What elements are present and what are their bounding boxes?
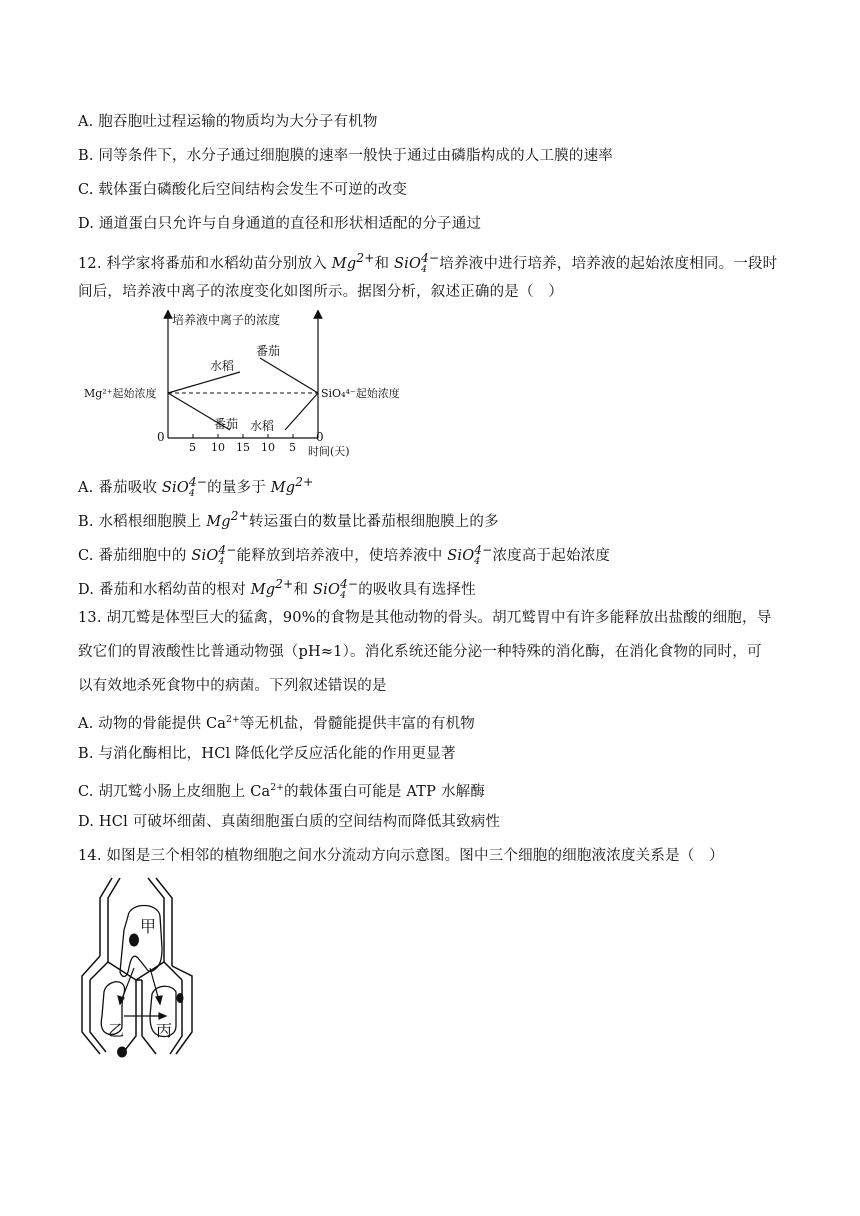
- zero-right: 0: [316, 430, 324, 444]
- tick-label: 10: [211, 441, 225, 454]
- q12-option-d: D. 番茄和水稻幼苗的根对 $Mg^{2+}$和 SiO$_4^{4-}$的吸收具有选择性: [78, 577, 476, 601]
- ion-mg: $Mg^{2+}$: [331, 251, 375, 272]
- q14-stem: 14. 如图是三个相邻的植物细胞之间水分流动方向示意图。图中三个细胞的细胞液浓度关系是（ ）: [78, 848, 724, 864]
- rice-mg-line: [168, 372, 240, 393]
- q13-stem-line3: 以有效地杀死食物中的病菌。下列叙述错误的是: [78, 678, 387, 694]
- q13-option-c: C. 胡兀鹫小肠上皮细胞上 $Ca^{2+}$的载体蛋白可能是 ATP 水解酶: [78, 783, 486, 800]
- q11-option-c: C. 载体蛋白磷酸化后空间结构会发生不可逆的改变: [78, 182, 408, 198]
- q13-stem-line1: 13. 胡兀鹫是体型巨大的猛禽，90%的食物是其他动物的骨头。胡兀鹫胃中有许多能释放出盐酸的细胞，导: [78, 610, 772, 626]
- left-start-label: Mg²⁺起始浓度: [84, 387, 157, 400]
- tick-label: 10: [261, 441, 275, 454]
- ion-sio4: SiO$_4^{4-}$: [394, 251, 440, 275]
- cell-jia-label: 甲: [140, 917, 157, 936]
- tick-label: 15: [236, 441, 250, 454]
- q12-option-c: C. 番茄细胞中的 SiO$_4^{4-}$能释放到培养液中，使培养液中 SiO$_4^{4-}$浓度高于起始浓度: [78, 543, 611, 567]
- q11-option-a: A. 胞吞胞吐过程运输的物质均为大分子有机物: [78, 114, 378, 130]
- zero-left: 0: [157, 430, 165, 444]
- rice-sio4-line: [285, 393, 318, 430]
- plant-cell-diagram: [78, 876, 198, 1060]
- label-rice-top: 水稻: [210, 359, 235, 373]
- cell-yi-label: 乙: [108, 1021, 125, 1040]
- q11-option-b: B. 同等条件下，水分子通过细胞膜的速率一般快于通过由磷脂构成的人工膜的速率: [78, 148, 613, 164]
- q12-stem-line1: 12. 科学家将番茄和水稻幼苗分别放入 $Mg^{2+}$和 SiO$_4^{4-}$培养液中进行培养，培养液的起始浓度相同。一段时: [78, 251, 778, 275]
- ion-concentration-chart: [80, 310, 420, 460]
- q12-stem-line2: 间后，培养液中离子的浓度变化如图所示。据图分析，叙述正确的是（ ）: [78, 284, 564, 300]
- tomato-sio4-line: [260, 358, 318, 393]
- tick-label: 5: [189, 441, 196, 454]
- q12-option-a: A. 番茄吸收 SiO$_4^{4-}$的量多于 $Mg^{2+}$: [78, 475, 314, 499]
- label-tomato-top: 番茄: [256, 344, 281, 358]
- q13-option-b: B. 与消化酶相比，HCl 降低化学反应活化能的作用更显著: [78, 746, 456, 762]
- tick-label: 5: [289, 441, 296, 454]
- chart-ylabel: 培养液中离子的浓度: [172, 313, 281, 327]
- chart-xlabel: 时间(天): [308, 445, 350, 458]
- q13-stem-line2: 致它们的胃液酸性比普通动物强（pH≈1）。消化系统还能分泌一种特殊的消化酶，在消化食物的同时，可: [78, 644, 762, 660]
- cell-bing-label: 丙: [156, 1021, 173, 1040]
- label-tomato-bottom: 番茄: [214, 417, 239, 431]
- q13-option-d: D. HCl 可破坏细菌、真菌细胞蛋白质的空间结构而降低其致病性: [78, 814, 501, 830]
- q12-option-b: B. 水稻根细胞膜上 $Mg^{2+}$转运蛋白的数量比番茄根细胞膜上的多: [78, 509, 499, 530]
- right-start-label: SiO₄⁴⁻起始浓度: [321, 387, 400, 400]
- label-rice-bottom: 水稻: [250, 419, 275, 433]
- q11-option-d: D. 通道蛋白只允许与自身通道的直径和形状相适配的分子通过: [78, 216, 482, 232]
- q13-option-a: A. 动物的骨能提供 $Ca^{2+}$等无机盐，骨髓能提供丰富的有机物: [78, 715, 476, 732]
